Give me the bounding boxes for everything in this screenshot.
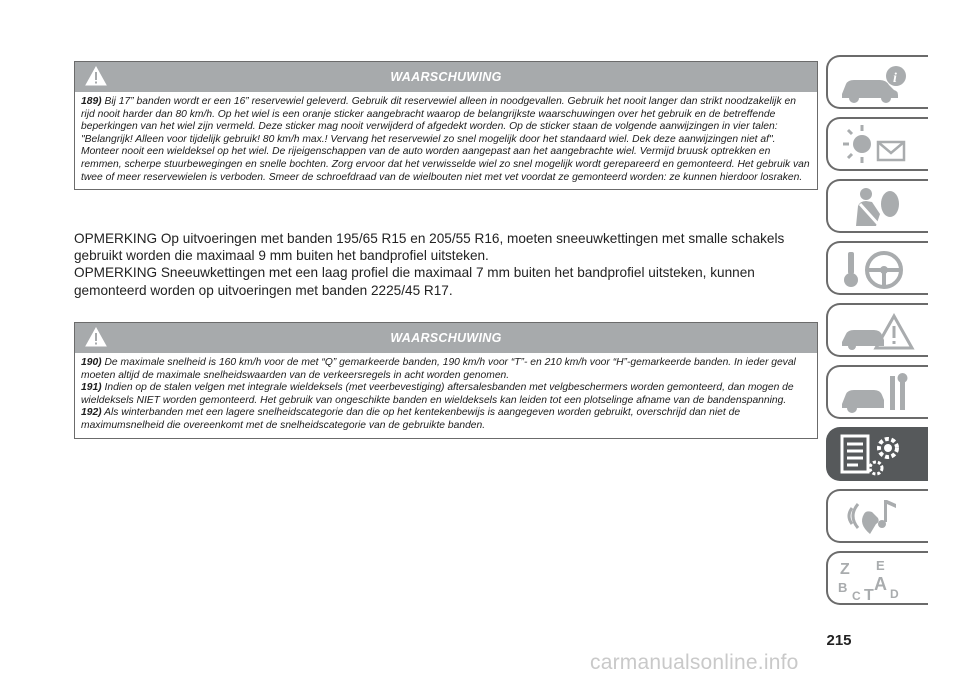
notes-section bbox=[74, 230, 819, 299]
warning-triangle-icon bbox=[85, 66, 107, 86]
warning-triangle-icon bbox=[85, 327, 107, 347]
chapter-tab-index[interactable] bbox=[826, 551, 928, 605]
chapter-tab-starting-driving[interactable] bbox=[826, 241, 928, 295]
warning-item-text: Als winterbanden met een lagere snelheidscategorie dan die op het kentekenbewijs is aangegeven worden gebruikt, overschrijd dan niet de maximumsnelheid die overeenkomt met de snelheidscategorie van de gebruikte banden. bbox=[81, 407, 741, 431]
warning-item-text: De maximale snelheid is 160 km/h voor de met “Q” gemarkeerde banden, 190 km/h voor “T”- en 210 km/h voor “H”-gemarkeerde banden. In ieder geval moeten altijd de maximale snelheidswaarden van de verkeersregels in acht worden genomen. bbox=[81, 357, 796, 381]
warning-body bbox=[75, 353, 817, 438]
warning-box-1 bbox=[74, 61, 818, 190]
warning-title: WAARSCHUWING bbox=[390, 70, 502, 84]
chapter-tab-emergency[interactable] bbox=[826, 303, 928, 357]
warning-title: WAARSCHUWING bbox=[390, 331, 502, 345]
car-info-icon bbox=[836, 60, 916, 106]
svg-text:Z: Z bbox=[840, 561, 850, 578]
index-letters-icon bbox=[836, 556, 916, 602]
svg-text:E: E bbox=[876, 558, 885, 573]
car-maintenance-tools-icon bbox=[836, 370, 916, 416]
warning-box-2 bbox=[74, 322, 818, 439]
warning-item bbox=[81, 357, 811, 382]
note-paragraph: OPMERKING Op uitvoeringen met banden 195/65 R15 en 205/55 R16, moeten sneeuwkettingen met smalle schakels gebruikt worden die maximaal 9 mm buiten het bandprofiel uitsteken. bbox=[74, 231, 785, 264]
warning-item-text: Indien op de stalen velgen met integrale wieldeksels (met veerbevestiging) aftersalesbanden met velgbeschermers worden gemonteerd, dan mogen de wieldeksels NIET worden gemonteerd. Het gebruik van ongeschikte banden en wieldeksels kan leiden tot een plotselinge afname van de bandenspanning. bbox=[81, 382, 794, 406]
note-paragraph: OPMERKING Sneeuwkettingen met een laag profiel die maximaal 7 mm buiten het bandprofiel uitsteken, kunnen gemonteerd worden op uitvoeringen met banden 2225/45 R17. bbox=[74, 265, 755, 298]
warning-item-number: 191) bbox=[81, 382, 102, 394]
breakdown-emergency-icon bbox=[836, 308, 916, 354]
key-steering-wheel-icon bbox=[836, 246, 916, 292]
page-number: 215 bbox=[826, 632, 852, 649]
chapter-tab-maintenance[interactable] bbox=[826, 365, 928, 419]
airbag-safety-icon bbox=[836, 184, 916, 230]
warning-item-text: Bij 17” banden wordt er een 16” reservewiel geleverd. Gebruik dit reservewiel alleen in noodgevallen. Gebruik het nooit langer dan strikt noodzakelijk en rijd nooit harder dan 80 km/h. Op het wiel is een oranje sticker aangebracht waarop de belangrijkste waarschuwingen over het gebruik en de betreffende beperkingen van het wiel zijn vermeld. Deze sticker mag nooit verwijderd of afgedekt worden. Op de sticker staan de volgende aanwijzingen in vier talen: "Belangrijk! Alleen voor tijdelijk gebruik! 80 km/h max.! Vervang het reservewiel zo snel mogelijk door het standaard wiel. Dek deze aanwijzingen niet af". Monteer nooit een wieldeksel op het wiel. De rijeigenschappen van de auto worden aangepast aan het aangebrachte wiel. Vermijd bruusk optrekken en remmen, scherpe stuurbewegingen en snelle bochten. Zorg ervoor dat het verwisselde wiel zo snel mogelijk wordt gerepareerd en gemonteerd. Het gebruik van twee of meer reservewielen is verboden. Smeer de schroefdraad van de wielbouten niet met vet voordat ze gemonteerd worden: ze kunnen hierdoor losraken. bbox=[81, 96, 810, 183]
chapter-tab-car-info[interactable] bbox=[826, 55, 928, 109]
warning-item-number: 190) bbox=[81, 357, 102, 368]
svg-text:A: A bbox=[874, 574, 887, 594]
warning-lights-message-icon bbox=[836, 122, 916, 168]
warning-body bbox=[75, 92, 817, 189]
svg-text:i: i bbox=[893, 71, 897, 86]
multimedia-icon bbox=[836, 494, 916, 540]
chapter-tab-technical-data[interactable] bbox=[826, 427, 928, 481]
watermark: carmanualsonline.info bbox=[590, 651, 799, 674]
chapter-tab-safety[interactable] bbox=[826, 179, 928, 233]
svg-text:D: D bbox=[890, 587, 899, 601]
warning-item bbox=[81, 96, 811, 184]
warning-item-number: 189) bbox=[81, 96, 102, 107]
svg-text:B: B bbox=[838, 580, 848, 595]
svg-text:T: T bbox=[864, 587, 874, 602]
warning-item-number: 192) bbox=[81, 407, 102, 419]
svg-text:C: C bbox=[852, 589, 861, 602]
warning-item bbox=[81, 407, 811, 432]
chapter-tab-multimedia[interactable] bbox=[826, 489, 928, 543]
warning-item bbox=[81, 382, 811, 407]
warning-header bbox=[75, 323, 817, 353]
chapter-tab-warning-lights[interactable] bbox=[826, 117, 928, 171]
warning-header bbox=[75, 62, 817, 92]
technical-data-gears-icon bbox=[836, 432, 916, 478]
